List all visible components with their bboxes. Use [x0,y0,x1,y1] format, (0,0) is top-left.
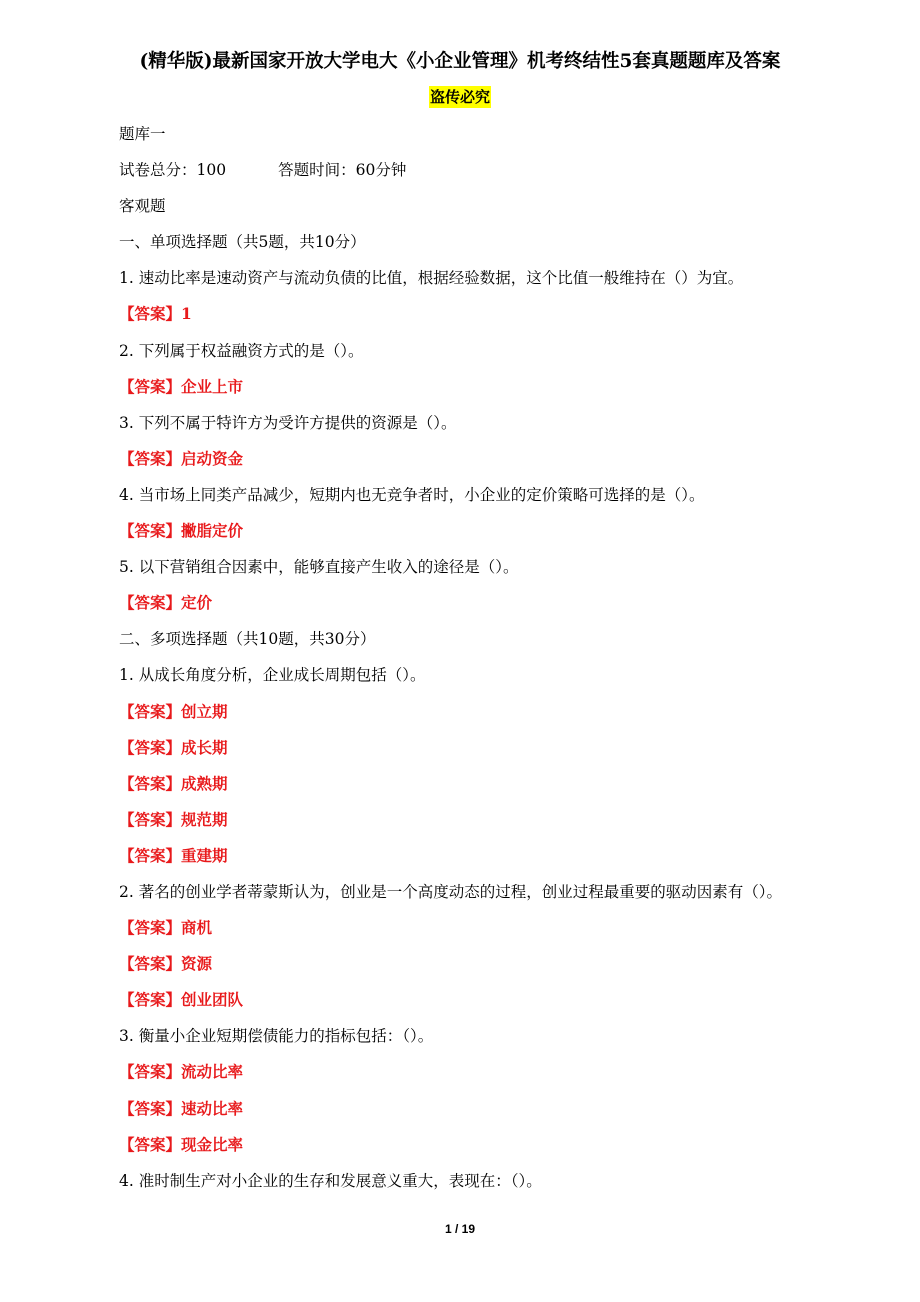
exam-info [119,155,879,191]
answer-prefix: 【答案】 [119,954,182,974]
answer-prefix: 【答案】 [119,593,182,613]
answer-value: 流动比率 [181,1062,244,1082]
answer-prefix: 【答案】 [119,990,182,1010]
answer-value: 成熟期 [181,773,228,793]
answer-prefix: 【答案】 [119,737,182,757]
section-single-choice [119,263,879,624]
question-text: 3. 下列不属于特许方为受许方提供的资源是（）。 [119,413,457,432]
answer-line [119,733,879,769]
answer-value: 成长期 [181,737,228,757]
question-text: 2. 下列属于权益融资方式的是（）。 [119,341,364,360]
question-text: 4. 准时制生产对小企业的生存和发展意义重大，表现在：（）。 [119,1171,542,1190]
answer-line [119,949,879,985]
question-text: 2. 著名的创业学者蒂蒙斯认为，创业是一个高度动态的过程，创业过程最重要的驱动因素有（）。 [119,882,782,901]
section-heading-single-choice: 一、单项选择题（共5题，共10分） [119,233,366,252]
answer-value: 资源 [181,954,213,974]
answer-value: 启动资金 [181,448,244,468]
answer-prefix: 【答案】 [119,521,182,541]
answer-line [119,588,879,624]
answer-value: 现金比率 [181,1134,244,1154]
answer-line [119,805,879,841]
answer-value: 1 [181,304,192,324]
answer-prefix: 【答案】 [119,376,182,396]
answer-value: 速动比率 [181,1098,244,1118]
answer-prefix: 【答案】 [119,845,182,865]
answer-line [119,299,879,335]
answer-prefix: 【答案】 [119,304,182,324]
answer-line [119,516,879,552]
bank-label: 题库一 [119,125,166,143]
answer-prefix: 【答案】 [119,1062,182,1082]
answer-value: 创立期 [181,701,228,721]
answer-prefix: 【答案】 [119,918,182,938]
answer-value: 商机 [181,918,213,938]
question-text: 4. 当市场上同类产品减少，短期内也无竞争者时，小企业的定价策略可选择的是（）。 [119,485,705,504]
question-text: 1. 从成长角度分析，企业成长周期包括（）。 [119,666,426,685]
question-text: 1. 速动比率是速动资产与流动负债的比值，根据经验数据，这个比值一般维持在（）为宜。 [119,269,744,288]
section-heading-multi-choice: 二、多项选择题（共10题，共30分） [119,630,376,649]
answer-line [119,372,879,408]
answer-prefix: 【答案】 [119,809,182,829]
answer-value: 定价 [181,593,213,613]
answer-prefix: 【答案】 [119,448,182,468]
answer-line [119,769,879,805]
answer-value: 撇脂定价 [181,521,244,541]
answer-line [119,697,879,733]
answer-value: 重建期 [181,845,228,865]
answer-prefix: 【答案】 [119,773,182,793]
section-multi-choice [119,660,879,1201]
page-number: 1 / 19 [444,1222,476,1236]
question-text: 3. 衡量小企业短期偿债能力的指标包括：（）。 [119,1027,434,1046]
subtitle-container [0,86,920,108]
answer-line [119,444,879,480]
category-label: 客观题 [119,197,166,216]
answer-line [119,913,879,949]
answer-line [119,985,879,1021]
highlighted-subtitle: 盗传必究 [429,88,490,106]
answer-line [119,1130,879,1166]
answer-value: 企业上市 [181,376,244,396]
answer-line [119,1057,879,1093]
answer-line [119,1094,879,1130]
answer-value: 规范期 [181,809,228,829]
document-title: (精华版)最新国家开放大学电大《小企业管理》机考终结性5套真题题库及答案 [139,51,781,72]
answer-prefix: 【答案】 [119,1134,182,1154]
answer-line [119,841,879,877]
document-body [119,119,879,1202]
exam-time: 答题时间：60分钟 [278,161,407,180]
answer-prefix: 【答案】 [119,1098,182,1118]
total-score: 试卷总分：100 [119,161,227,180]
question-text: 5. 以下营销组合因素中，能够直接产生收入的途径是（）。 [119,558,519,577]
answer-prefix: 【答案】 [119,701,182,721]
answer-value: 创业团队 [181,990,244,1010]
